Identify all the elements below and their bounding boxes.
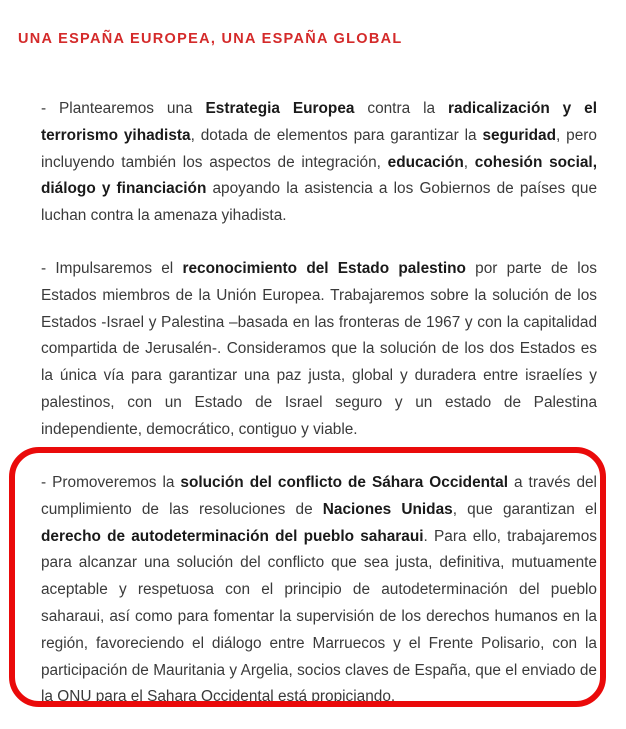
text-segment: - Promoveremos la [41,474,181,491]
bold-text-segment: Estrategia Europea [205,100,355,117]
bold-text-segment: cohesión social, diálogo y financiación [41,153,597,198]
text-segment: , pero incluyendo también los aspectos de integración, [41,126,597,171]
bold-text-segment: Naciones Unidas [322,500,453,518]
bold-text-segment: seguridad [482,126,557,144]
page-title: UNA ESPAÑA EUROPEA, UNA ESPAÑA GLOBAL [18,31,403,47]
text-segment: , [463,153,475,171]
bold-text-segment: radicalización y el terrorismo yihadista [41,100,597,144]
bold-text-segment: solución del conflicto de Sáhara Occidental [180,474,508,491]
paragraph-palestine-recognition [41,256,597,444]
text-segment: apoyando la asistencia a los Gobiernos de países que luchan contra la amenaza yihadista. [41,180,598,225]
text-segment: , dotada de elementos para garantizar la [190,126,483,144]
text-segment: , que garantizan el [452,500,597,518]
text-segment: contra la [354,100,448,117]
text-segment: a través del cumplimiento de las resoluciones de [41,474,597,518]
paragraph-terrorism-strategy [41,96,597,230]
bold-text-segment: derecho de autodeterminación del pueblo saharaui [41,527,424,545]
red-highlight-box [9,447,606,707]
text-segment: - Plantearemos una [41,100,206,117]
bold-text-segment: educación [387,153,464,171]
text-segment: por parte de los Estados miembros de la Unión Europea. Trabajaremos sobre la solución de los Estados -Israel y Palestina –basada en las fronteras de 1967 y con la capitalidad compartida de Jerusalén-. Consideramos que la solución de los dos Estados es la única vía para garantizar una paz justa, global y duradera entre israelíes y palestinos, con un Estado de Israel seguro y un estado de Palestina independiente, democrático, contiguo y viable. [41,260,597,438]
text-segment: . Para ello, trabajaremos para alcanzar una solución del conflicto que sea justa, definitiva, mutuamente aceptable y respetuosa con el principio de autodeterminación del pueblo saharaui, así como para fomentar la supervisión de los derechos humanos en la región, favoreciendo el diálogo entre Marruecos y el Frente Polisario, con la participación de Mauritania y Argelia, socios claves de España, que el enviado de la ONU para el Sahara Occidental está propiciando. [41,527,597,706]
bold-text-segment: reconocimiento del Estado palestino [182,260,466,277]
text-segment: - Impulsaremos el [41,260,183,277]
